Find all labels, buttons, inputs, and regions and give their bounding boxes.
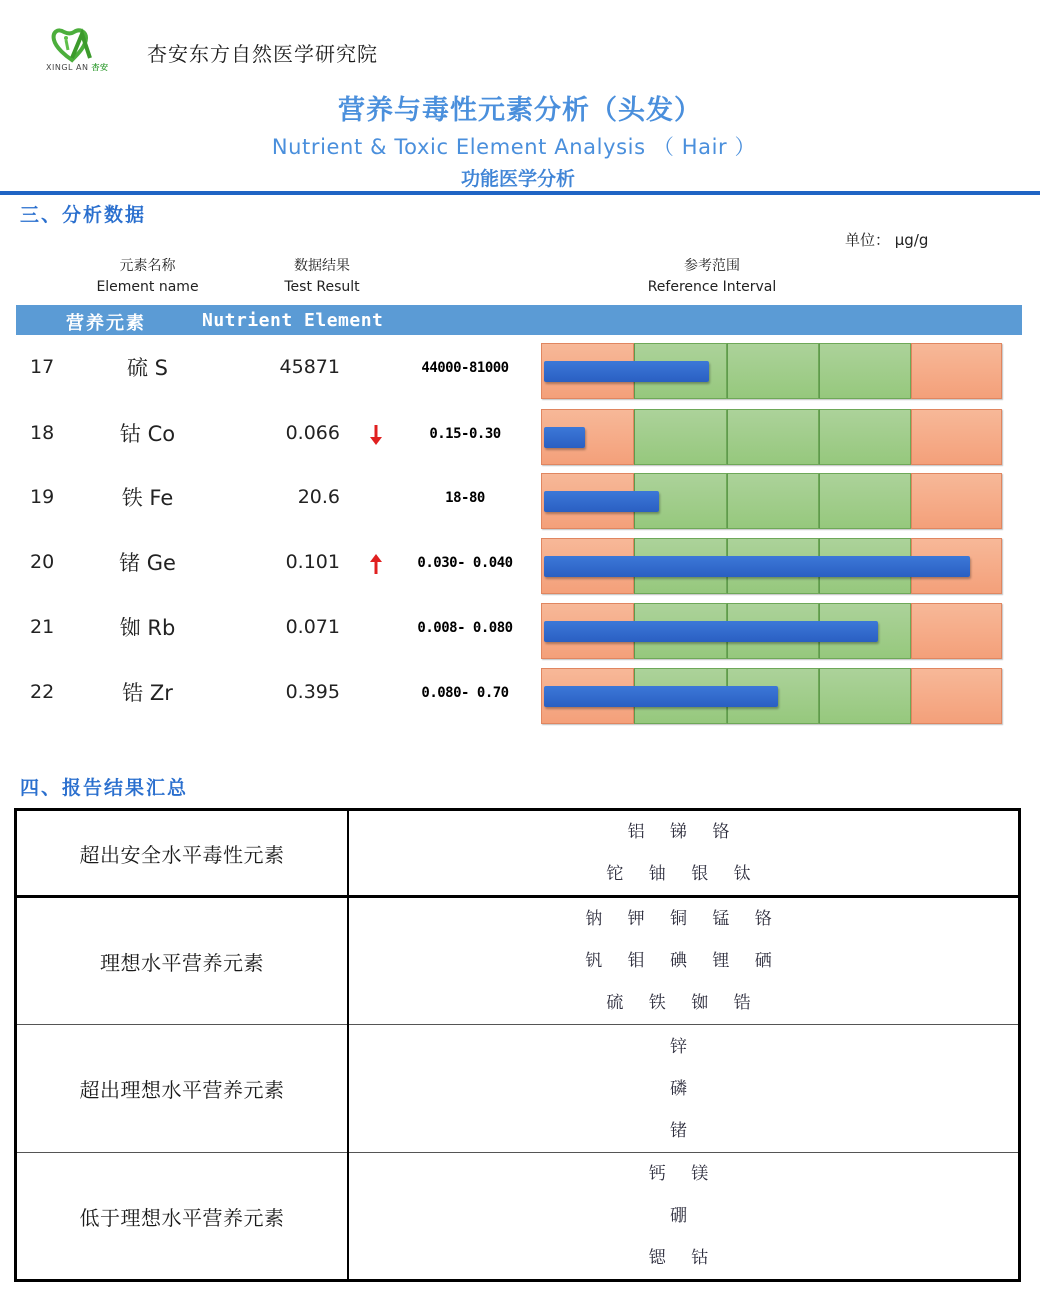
result-gauge [541, 409, 1002, 465]
element-row [0, 343, 1040, 401]
test-result: 45871 [279, 356, 340, 378]
result-bar [544, 556, 970, 577]
summary-element-line: 钙 镁 [648, 1164, 719, 1184]
element-row [0, 603, 1040, 661]
result-gauge [541, 603, 1002, 659]
nutrient-element-band [16, 305, 1022, 335]
element-row [0, 668, 1040, 726]
summary-element-line: 锗 [670, 1120, 697, 1141]
column-header-reference-en: Reference Interval [647, 279, 777, 295]
summary-table [14, 808, 1021, 1282]
summary-elements [348, 897, 1020, 1025]
summary-row-ideal [16, 897, 1020, 1025]
reference-interval: 0.030- 0.040 [417, 555, 513, 571]
reference-interval: 0.15-0.30 [429, 426, 501, 442]
summary-category-label: 超出安全水平毒性元素 [16, 810, 349, 897]
summary-element-line: 锌 [670, 1036, 697, 1057]
logo-caption-cn: 杏安 [91, 63, 109, 72]
gauge-segment-high [911, 473, 1002, 529]
element-row [0, 538, 1040, 596]
column-header-element-en: Element name [96, 279, 199, 295]
result-bar [544, 361, 709, 382]
logo-caption [46, 62, 109, 73]
section-heading-summary: 四、报告结果汇总 [20, 777, 189, 799]
element-name: 硫 S [126, 356, 168, 380]
summary-element-line: 钒 钼 碘 锂 硒 [585, 951, 782, 971]
result-gauge [541, 538, 1002, 594]
element-row [0, 409, 1040, 467]
summary-element-line: 锶 钴 [648, 1248, 719, 1268]
report-title-en: Nutrient & Toxic Element Analysis （ Hair ） [271, 135, 757, 159]
gauge-segment-ok [727, 409, 819, 465]
low-arrow-icon [368, 423, 384, 447]
report-title-cn: 营养与毒性元素分析（头发） [338, 95, 702, 126]
row-number: 17 [30, 356, 55, 378]
summary-element-line: 铊 铀 银 钛 [606, 864, 761, 884]
reference-interval: 44000-81000 [421, 360, 509, 376]
result-gauge [541, 668, 1002, 724]
result-bar [544, 686, 778, 707]
row-number: 20 [30, 551, 55, 573]
summary-element-line: 铝 锑 铬 [627, 822, 740, 842]
test-result: 0.101 [285, 551, 340, 573]
section-heading-analysis-data: 三、分析数据 [20, 204, 147, 226]
summary-elements [348, 1025, 1020, 1153]
result-gauge [541, 343, 1002, 399]
gauge-segment-ok [819, 473, 911, 529]
gauge-segment-high [911, 343, 1002, 399]
element-row [0, 473, 1040, 531]
gauge-segment-ok [819, 668, 911, 724]
summary-element-line: 硫 铁 铷 锆 [606, 993, 761, 1013]
column-header-result-en: Test Result [284, 279, 360, 295]
unit-label: 单位： μg/g [845, 231, 929, 249]
test-result: 20.6 [297, 486, 340, 508]
band-label-en: Nutrient Element [202, 310, 384, 331]
institute-name: 杏安东方自然医学研究院 [147, 42, 378, 66]
summary-element-line: 钠 钾 铜 锰 铬 [585, 909, 782, 929]
reference-interval: 18-80 [445, 490, 485, 506]
reference-interval: 0.080- 0.70 [421, 685, 509, 701]
test-result: 0.071 [285, 616, 340, 638]
gauge-segment-high [911, 603, 1002, 659]
summary-elements [348, 1153, 1020, 1281]
column-header-element [80, 256, 215, 298]
band-label-cn: 营养元素 [66, 313, 146, 334]
column-header-reference-cn: 参考范围 [684, 258, 740, 274]
result-bar [544, 427, 585, 448]
column-header-reference [632, 256, 792, 298]
column-header-result [262, 256, 382, 298]
gauge-segment-ok [727, 473, 819, 529]
gauge-segment-ok [819, 409, 911, 465]
gauge-segment-high [911, 409, 1002, 465]
summary-row-above-ideal [16, 1025, 1020, 1153]
row-number: 21 [30, 616, 55, 638]
summary-row-below-ideal [16, 1153, 1020, 1281]
summary-elements [348, 810, 1020, 897]
reference-interval: 0.008- 0.080 [417, 620, 513, 636]
high-arrow-icon [368, 552, 384, 576]
result-bar [544, 491, 659, 512]
summary-element-line: 硼 [670, 1206, 697, 1226]
row-number: 18 [30, 422, 55, 444]
report-subtitle: 功能医学分析 [460, 168, 575, 190]
gauge-segment-high [911, 668, 1002, 724]
element-name: 锗 Ge [119, 551, 176, 575]
row-number: 22 [30, 681, 55, 703]
heart-leaf-logo-icon [44, 26, 122, 66]
summary-row-toxic-over-safe [16, 810, 1020, 897]
result-bar [544, 621, 878, 642]
result-gauge [541, 473, 1002, 529]
gauge-segment-ok [634, 409, 727, 465]
column-header-result-cn: 数据结果 [294, 258, 350, 274]
gauge-segment-ok [727, 343, 819, 399]
row-number: 19 [30, 486, 55, 508]
summary-element-line: 磷 [670, 1078, 697, 1099]
test-result: 0.066 [285, 422, 340, 444]
summary-category-label: 理想水平营养元素 [16, 897, 349, 1025]
logo-caption-latin: XINGL AN [46, 63, 89, 72]
column-header-element-cn: 元素名称 [119, 258, 176, 274]
element-name: 锆 Zr [122, 681, 173, 705]
test-result: 0.395 [285, 681, 340, 703]
element-name: 铁 Fe [121, 486, 174, 510]
element-name: 铷 Rb [119, 616, 176, 640]
summary-category-label: 低于理想水平营养元素 [16, 1153, 349, 1281]
gauge-segment-ok [819, 343, 911, 399]
summary-category-label: 超出理想水平营养元素 [16, 1025, 349, 1153]
element-name: 钴 Co [119, 422, 176, 446]
header-divider [0, 191, 1040, 195]
